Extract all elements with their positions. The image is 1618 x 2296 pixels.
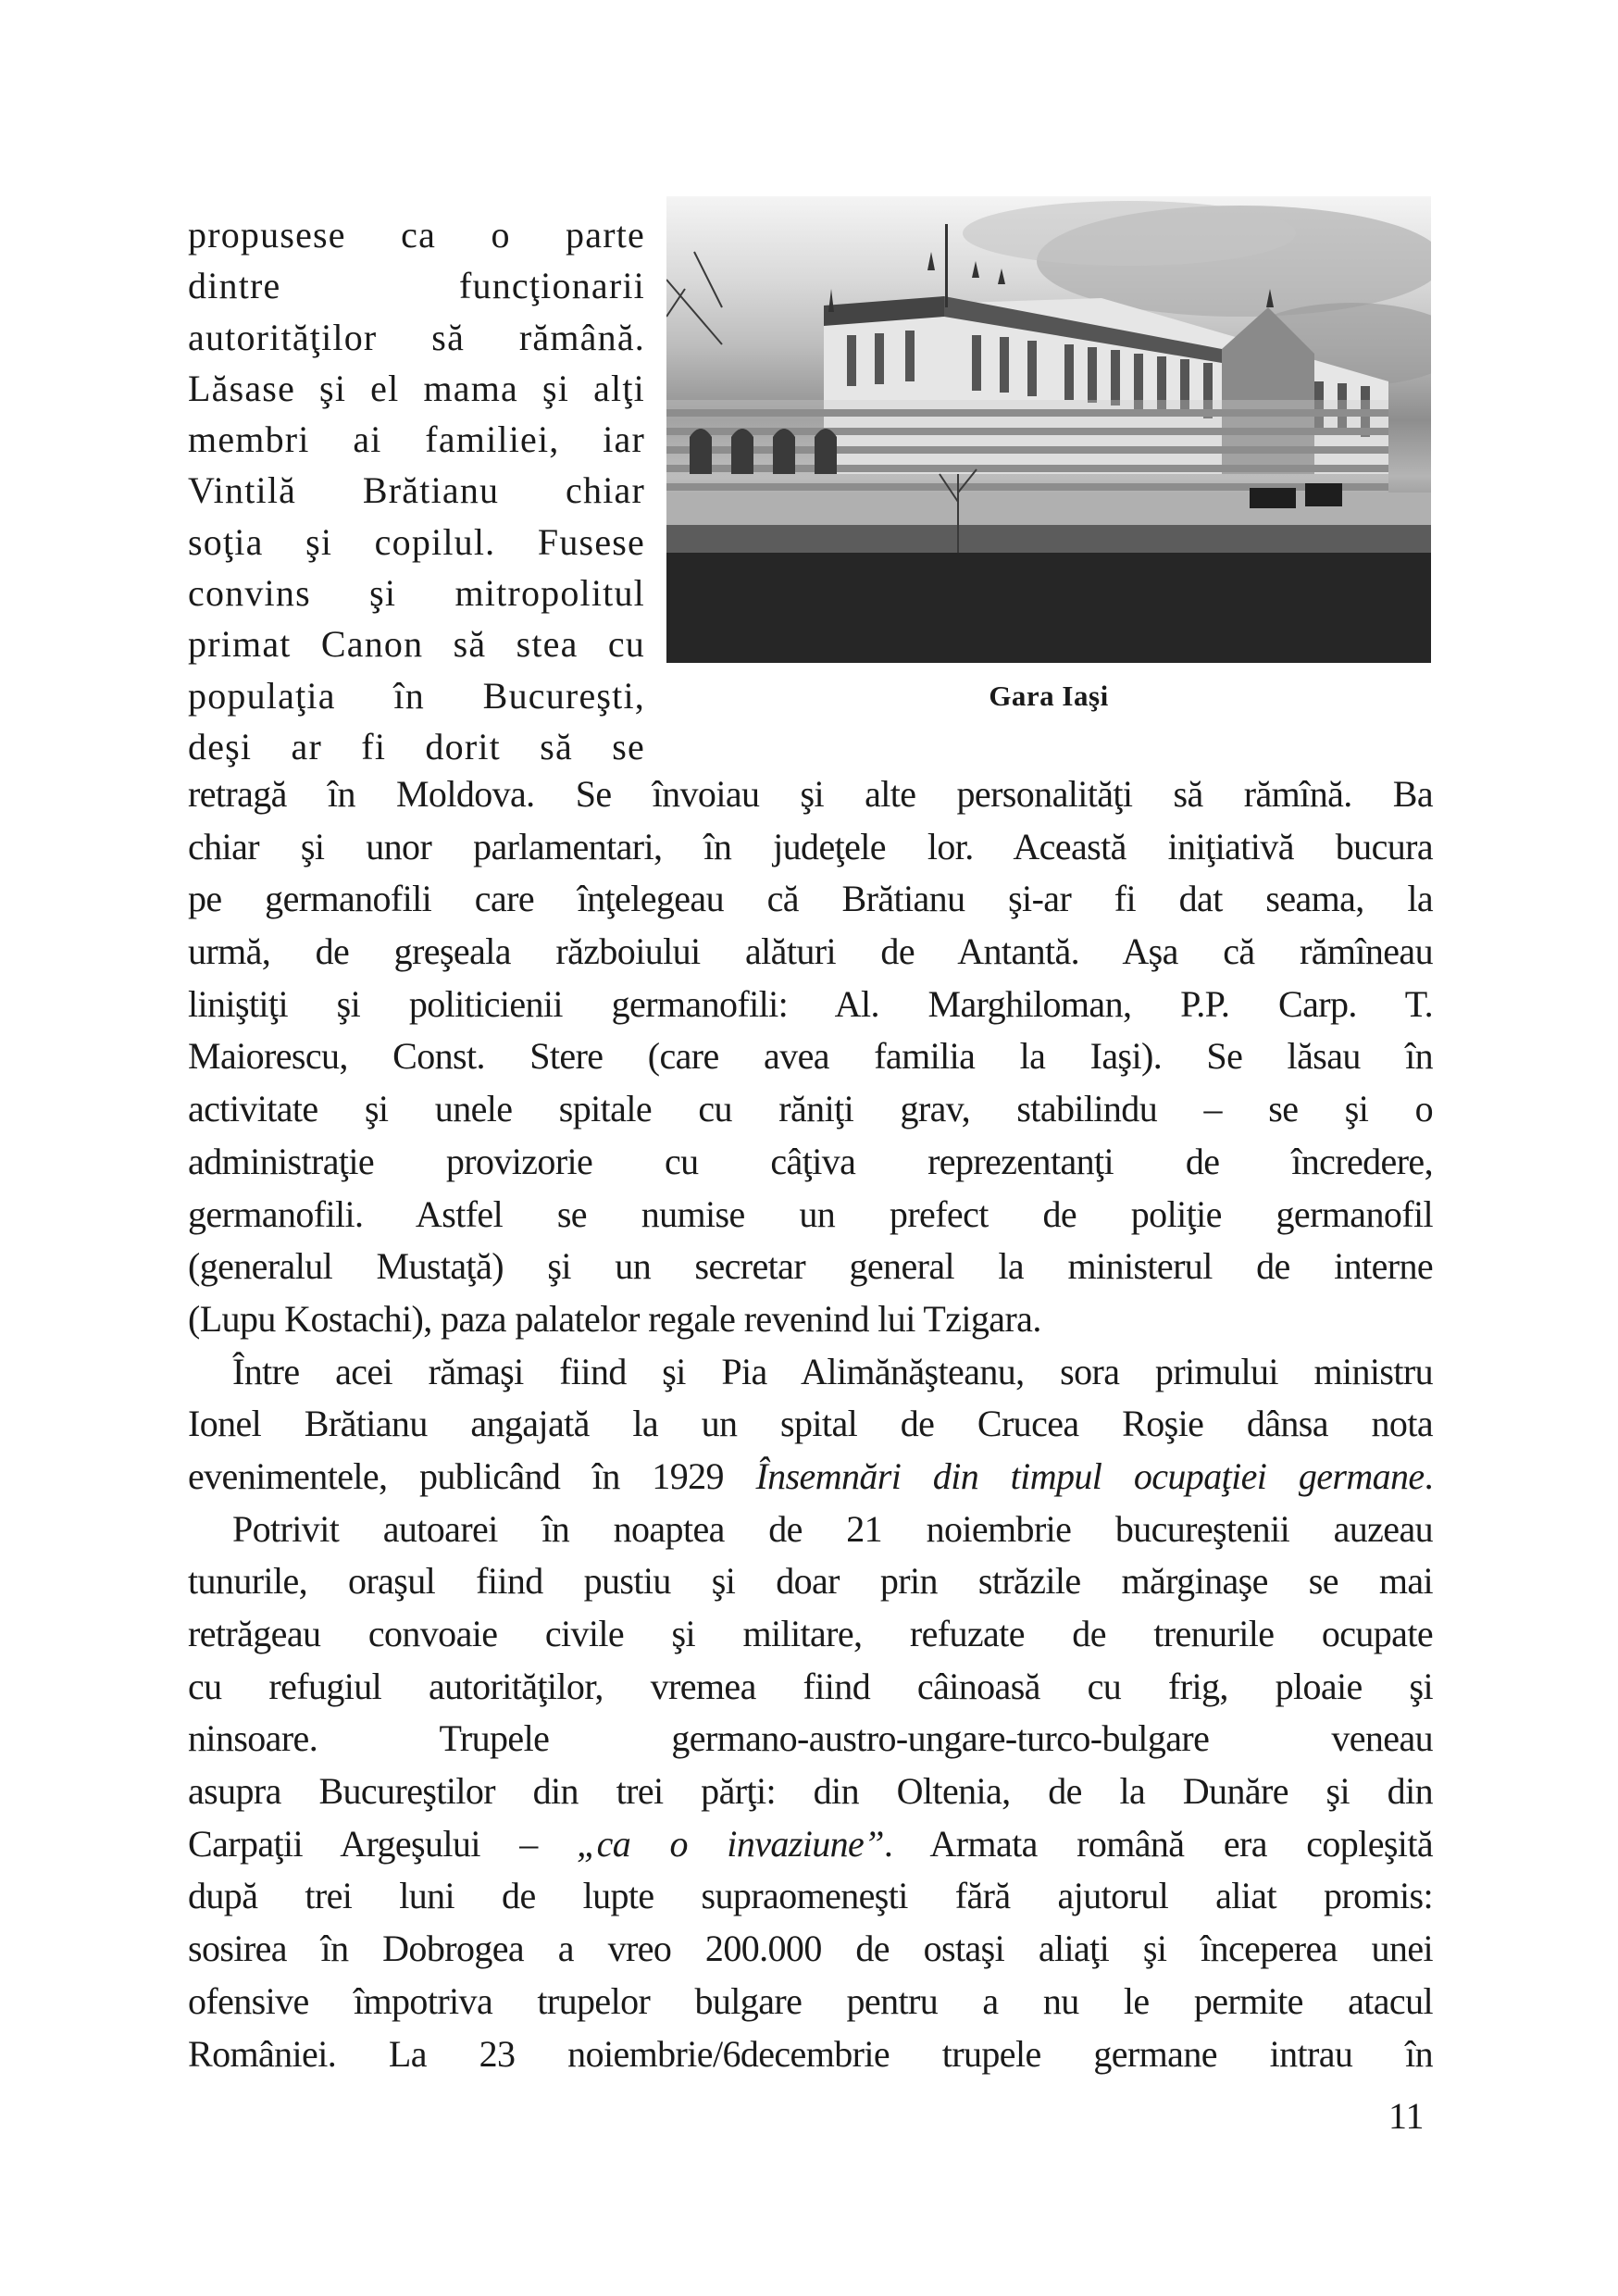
text-line: propusese ca o parte xyxy=(188,214,645,256)
text-run: . xyxy=(1424,1454,1433,1497)
text-line: activitate şi unele spitale cu răniţi grav, stabilindu – se şi o xyxy=(188,1088,1433,1130)
text-line: pe germanofili care înţelegeau că Brătianu şi-ar fi dat seama, la xyxy=(188,878,1433,920)
figure-caption: Gara Iaşi xyxy=(989,680,1109,712)
text-line: populaţia în Bucureşti, xyxy=(188,674,645,717)
text-line: germanofili. Astfel se numise un prefect de poliţie germanofil xyxy=(188,1192,1433,1235)
text-line: României. La 23 noiembrie/6decembrie trupele germane intrau în xyxy=(188,2032,1433,2075)
text-line: retrăgeau convoaie civile şi militare, refuzate de trenurile ocupate xyxy=(188,1613,1433,1654)
figure-gara-iasi xyxy=(666,196,1431,712)
text-line: Ionel Brătianu angajată la un spital de Crucea Roşie dânsa nota xyxy=(188,1403,1433,1445)
text-line: ofensive împotriva trupelor bulgare pentru a nu le permite atacul xyxy=(188,1979,1433,2022)
station-building-illustration xyxy=(666,196,1431,663)
text-line: deşi ar fi dorit să se xyxy=(188,725,645,767)
text-block-beside-figure xyxy=(188,209,645,772)
text-line: convins şi mitropolitul xyxy=(188,572,645,615)
text-line: sosirea în Dobrogea a vreo 200.000 de ostaşi aliaţi şi începerea unei xyxy=(188,1928,1433,1970)
book-title-italic: Însemnări din timpul ocupaţiei germane xyxy=(755,1454,1425,1497)
text-line: Vintilă Brătianu chiar xyxy=(188,469,645,512)
text-line: ninsoare. Trupele germano-austro-ungare-turco-bulgare veneau xyxy=(188,1717,1433,1760)
text-line: autorităţilor să rămână. xyxy=(188,316,645,358)
text-line: retragă în Moldova. Se învoiau şi alte personalităţi să rămînă. Ba xyxy=(188,773,1433,815)
paragraph-end-line: (Lupu Kostachi), paza palatelor regale revenind lui Tzigara. xyxy=(188,1297,1041,1340)
text-line-with-book-title xyxy=(188,1451,1433,1504)
paragraph-start-line: Potrivit autoarei în noaptea de 21 noiembrie bucureştenii auzeau xyxy=(232,1507,1433,1550)
italic-quote: „ca o invaziune” xyxy=(576,1822,884,1865)
page-number: 11 xyxy=(1388,2095,1425,2137)
text-run: Carpaţii Argeşului – xyxy=(188,1822,577,1865)
text-line: (generalul Mustaţă) şi un secretar general la ministerul de interne xyxy=(188,1245,1433,1288)
station-photo xyxy=(666,196,1431,663)
text-line: soţia şi copilul. Fusese xyxy=(188,520,645,563)
text-line: dintre funcţionarii xyxy=(188,265,645,307)
text-line: Lăsase şi el mama şi alţi xyxy=(188,367,645,409)
text-line: membri ai familiei, iar xyxy=(188,418,645,461)
text-line: tunurile, oraşul fiind pustiu şi doar prin străzile mărginaşe se mai xyxy=(188,1560,1433,1603)
paragraph-start-line: Între acei rămaşi fiind şi Pia Alimănăşteanu, sora primului ministru xyxy=(232,1350,1433,1392)
text-line: primat Canon să stea cu xyxy=(188,623,645,666)
text-block-full-width xyxy=(188,768,1433,2080)
text-line: chiar şi unor parlamentari, în judeţele lor. Această iniţiativă bucura xyxy=(188,825,1433,867)
text-line: asupra Bucureştilor din trei părţi: din Oltenia, de la Dunăre şi din xyxy=(188,1770,1433,1813)
text-line-with-quote xyxy=(188,1818,1433,1871)
text-line: după trei luni de lupte supraomeneşti fără ajutorul aliat promis: xyxy=(188,1875,1433,1917)
text-line: urmă, de greşeala războiului alături de Antantă. Aşa că rămîneau xyxy=(188,930,1433,973)
text-line: cu refugiul autorităţilor, vremea fiind câinoasă cu frig, ploaie şi xyxy=(188,1665,1433,1707)
text-run: evenimentele, publicând în 1929 xyxy=(188,1454,756,1497)
text-line: Maiorescu, Const. Stere (care avea familia la Iaşi). Se lăsau în xyxy=(188,1035,1433,1078)
text-line: administraţie provizorie cu câţiva reprezentanţi de încredere, xyxy=(188,1140,1433,1182)
text-run: . Armata română era copleşită xyxy=(883,1822,1433,1865)
text-line: liniştiţi şi politicienii germanofili: Al. Marghiloman, P.P. Carp. T. xyxy=(188,982,1433,1025)
